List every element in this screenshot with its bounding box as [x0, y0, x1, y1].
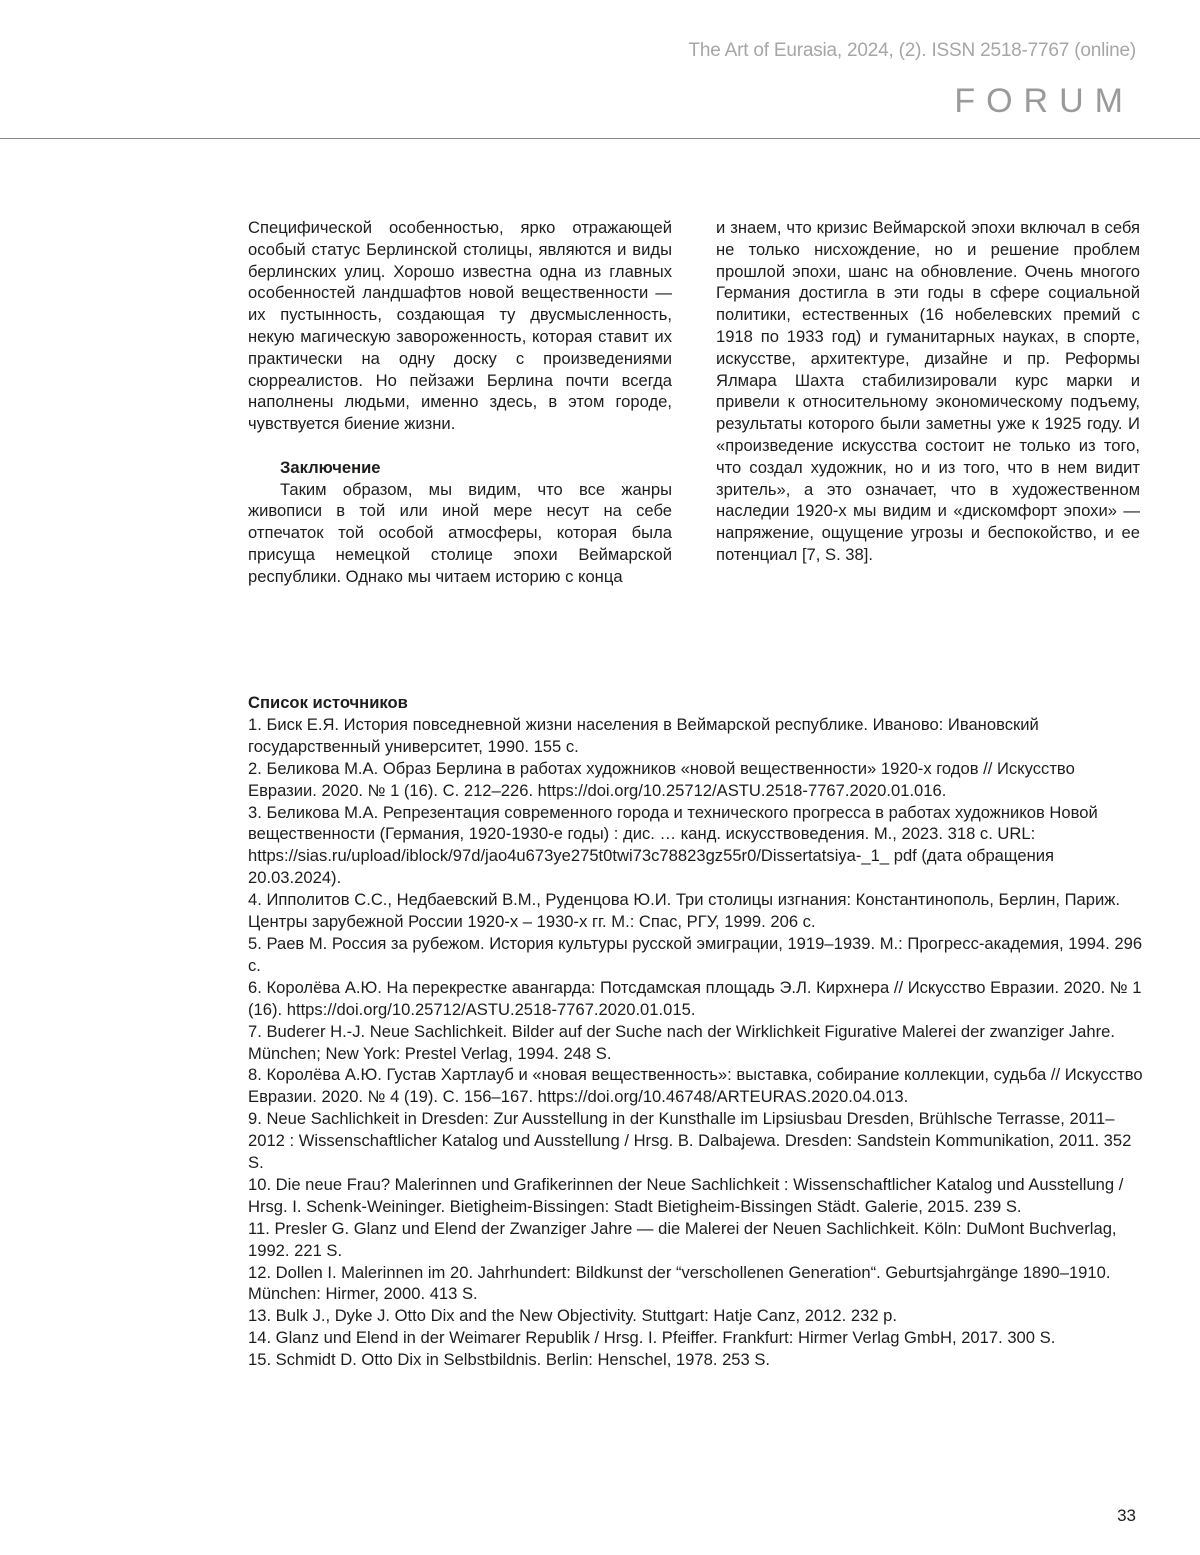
conclusion-paragraph: Таким образом, мы видим, что все жанры живописи в той или иной мере несут на себе отпечаток той особой атмосферы, которая была присуща немецкой столице эпохи Веймарской республики. Однако мы читаем историю с конца	[248, 479, 672, 586]
reference-item: 7. Buderer H.-J. Neue Sachlichkeit. Bilder auf der Suche nach der Wirklichkeit Figurative Malerei der zwanziger Jahre. München; New York: Prestel Verlag, 1994. 248 S.	[248, 1021, 1115, 1063]
references-section	[248, 692, 1148, 1371]
reference-item: 4. Ипполитов С.С., Недбаевский В.М., Руденцова Ю.И. Три столицы изгнания: Константинополь, Берлин, Париж. Центры зарубежной России 1920-х – 1930-х гг. М.: Спас, РГУ, 1999. 206 с.	[248, 890, 1120, 932]
reference-item: 9. Neue Sachlichkeit in Dresden: Zur Ausstellung in der Kunsthalle im Lipsiusbau Dresden, Brühlsche Terrasse, 2011–2012 : Wissenschaftlicher Katalog und Ausstellung / Hrsg. B. Dalbajewa. Dresden: Sandstein Kommunikation, 2011. 352 S.	[248, 1109, 1132, 1173]
page-number: 33	[1117, 1506, 1136, 1525]
reference-item: 15. Schmidt D. Otto Dix in Selbstbildnis. Berlin: Henschel, 1978. 253 S.	[248, 1350, 771, 1370]
reference-item: 3. Беликова М.А. Репрезентация современного города и технического прогресса в работах художников Новой вещественности (Германия, 1920-1930-е годы) : дис. … канд. искусствоведения. М., 2023. 318 с. URL: https://sias.ru/upload/iblock/97d/jao4u673ye275t0twi73c78823gz55r0/Dissertatsiya-_1_ pdf (дата обращения 20.03.2024).	[248, 802, 1098, 888]
text-column-left	[248, 217, 672, 588]
references-list	[248, 714, 1148, 1371]
journal-citation: The Art of Eurasia, 2024, (2). ISSN 2518-7767 (online)	[688, 40, 1136, 61]
conclusion-heading: Заключение	[280, 457, 381, 477]
reference-item: 13. Bulk J., Dyke J. Otto Dix and the New Objectivity. Stuttgart: Hatje Canz, 2012. 232 p.	[248, 1306, 897, 1326]
header-divider	[0, 138, 1200, 139]
reference-item: 2. Беликова М.А. Образ Берлина в работах художников «новой вещественности» 1920-х годов // Искусство Евразии. 2020. № 1 (16). С. 212–226. https://doi.org/10.25712/ASTU.2518-7767.2020.01.016.	[248, 758, 1075, 800]
reference-item: 1. Биск Е.Я. История повседневной жизни населения в Веймарской республике. Иваново: Ивановский государственный университет, 1990. 155 с.	[248, 714, 1039, 756]
body-paragraph-continued: и знаем, что кризис Веймарской эпохи включал в себя не только нисхождение, но и решение проблем прошлой эпохи, шанс на обновление. Очень многого Германия достигла в эти годы в сфере социальной политики, естественных (16 нобелевских премий с 1918 по 1933 год) и гуманитарных науках, в спорте, искусстве, архитектуре, дизайне и пр. Реформы Ялмара Шахта стабилизировали курс марки и привели к относительному экономическому подъему, результаты которого были заметны уже к 1925 году. И «произведение искусства состоит не только из того, что создал художник, но и из того, что в нем видит зритель», а это означает, что в художественном наследии 1920-х мы видим и «дискомфорт эпохи» — напряжение, ощущение угрозы и беспокойство, и ее потенциал [7, S. 38].	[716, 218, 1140, 564]
reference-item: 11. Presler G. Glanz und Elend der Zwanziger Jahre — die Malerei der Neuen Sachlichkeit. Köln: DuMont Buchverlag, 1992. 221 S.	[248, 1218, 1117, 1260]
section-title: FORUM	[954, 82, 1134, 120]
reference-item: 12. Dollen I. Malerinnen im 20. Jahrhundert: Bildkunst der “verschollenen Generation“. Geburtsjahrgänge 1890–1910. München: Hirmer, 2000. 413 S.	[248, 1262, 1111, 1304]
reference-item: 6. Королёва А.Ю. На перекрестке авангарда: Потсдамская площадь Э.Л. Кирхнера // Искусство Евразии. 2020. № 1 (16). https://doi.org/10.25712/ASTU.2518-7767.2020.01.015.	[248, 977, 1142, 1019]
body-paragraph: Специфической особенностью, ярко отражающей особый статус Берлинской столицы, являются и виды берлинских улиц. Хорошо известна одна из главных особенностей ландшафтов новой вещественности — их пустынность, создающая ту двусмысленность, некую магическую завороженность, которая ставит их практически на одну доску с произведениями сюрреалистов. Но пейзажи Берлина почти всегда наполнены людьми, именно здесь, в этом городе, чувствуется биение жизни.	[248, 218, 672, 434]
reference-item: 14. Glanz und Elend in der Weimarer Republik / Hrsg. I. Pfeiffer. Frankfurt: Hirmer Verlag GmbH, 2017. 300 S.	[248, 1328, 1056, 1348]
text-column-right	[716, 217, 1140, 566]
reference-item: 5. Раев М. Россия за рубежом. История культуры русской эмиграции, 1919–1939. М.: Прогресс-академия, 1994. 296 с.	[248, 933, 1143, 975]
references-heading: Список источников	[248, 693, 408, 712]
reference-item: 8. Королёва А.Ю. Густав Хартлауб и «новая вещественность»: выставка, собирание коллекции, судьба // Искусство Евразии. 2020. № 4 (19). С. 156–167. https://doi.org/10.46748/ARTEURAS.2020.04.013.	[248, 1065, 1143, 1107]
reference-item: 10. Die neue Frau? Malerinnen und Grafikerinnen der Neue Sachlichkeit : Wissenschaftlicher Katalog und Ausstellung / Hrsg. I. Schenk-Weininger. Bietigheim-Bissingen: Stadt Bietigheim-Bissingen Städt. Galerie, 2015. 239 S.	[248, 1174, 1124, 1216]
